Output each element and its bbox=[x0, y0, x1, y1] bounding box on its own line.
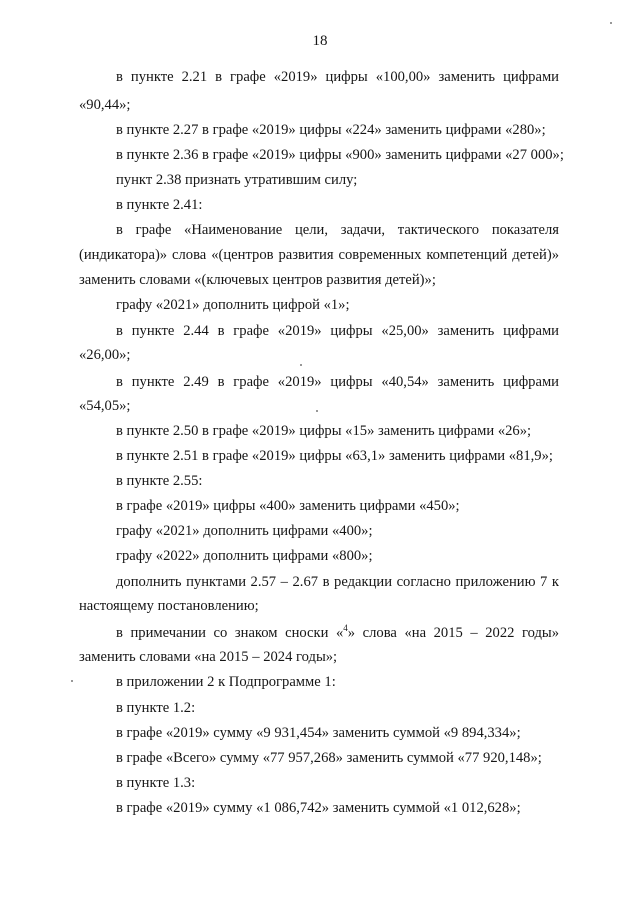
text-line: (индикатора)» слова «(центров развития современных компетенций детей)» bbox=[79, 247, 559, 263]
text-line: дополнить пунктами 2.57 – 2.67 в редакции согласно приложению 7 к bbox=[116, 574, 559, 590]
text-line: в графе «2019» сумму «1 086,742» заменить суммой «1 012,628»; bbox=[116, 800, 521, 816]
text-line: в пункте 2.44 в графе «2019» цифры «25,00» заменить цифрами bbox=[116, 323, 559, 339]
text-line: в пункте 1.2: bbox=[116, 700, 196, 716]
text-line: «54,05»; bbox=[79, 398, 131, 414]
text-segment: » слова «на 2015 – 2022 годы» bbox=[347, 625, 560, 641]
text-line: в пункте 2.41: bbox=[116, 197, 203, 213]
footnote-superscript: 4 bbox=[343, 623, 348, 634]
text-line: в графе «Наименование цели, задачи, тактического показателя bbox=[116, 222, 559, 238]
text-line: в пункте 2.27 в графе «2019» цифры «224» заменить цифрами «280»; bbox=[116, 122, 546, 138]
text-line: в пункте 2.21 в графе «2019» цифры «100,00» заменить цифрами bbox=[116, 69, 559, 85]
text-line: графу «2022» дополнить цифрами «800»; bbox=[116, 548, 373, 564]
scan-speck bbox=[71, 680, 73, 682]
text-line: в графе «Всего» сумму «77 957,268» заменить суммой «77 920,148»; bbox=[116, 750, 542, 766]
scan-speck bbox=[316, 410, 318, 412]
text-line: в графе «2019» цифры «400» заменить цифрами «450»; bbox=[116, 498, 460, 514]
text-line: в графе «2019» сумму «9 931,454» заменить суммой «9 894,334»; bbox=[116, 725, 521, 741]
text-line: настоящему постановлению; bbox=[79, 598, 259, 614]
text-line: пункт 2.38 признать утратившим силу; bbox=[116, 172, 358, 188]
footnote-reference-line bbox=[116, 624, 559, 642]
text-line: графу «2021» дополнить цифрами «400»; bbox=[116, 523, 373, 539]
text-segment: в примечании со знаком сноски « bbox=[116, 625, 344, 641]
text-line: в пункте 2.49 в графе «2019» цифры «40,54» заменить цифрами bbox=[116, 374, 559, 390]
text-line: заменить словами «(ключевых центров развития детей)»; bbox=[79, 272, 436, 288]
page-number: 18 bbox=[312, 33, 328, 49]
text-line: в пункте 2.55: bbox=[116, 473, 203, 489]
scan-speck bbox=[610, 22, 612, 24]
text-line: заменить словами «на 2015 – 2024 годы»; bbox=[79, 649, 338, 665]
text-line: в пункте 1.3: bbox=[116, 775, 196, 791]
text-line: в пункте 2.36 в графе «2019» цифры «900» заменить цифрами «27 000»; bbox=[116, 147, 564, 163]
text-line: «90,44»; bbox=[79, 97, 131, 113]
text-line: в приложении 2 к Подпрограмме 1: bbox=[116, 674, 336, 690]
text-line: в пункте 2.50 в графе «2019» цифры «15» заменить цифрами «26»; bbox=[116, 423, 532, 439]
text-line: графу «2021» дополнить цифрой «1»; bbox=[116, 297, 350, 313]
text-line: «26,00»; bbox=[79, 347, 131, 363]
text-line: в пункте 2.51 в графе «2019» цифры «63,1» заменить цифрами «81,9»; bbox=[116, 448, 553, 464]
scan-speck bbox=[300, 364, 302, 366]
